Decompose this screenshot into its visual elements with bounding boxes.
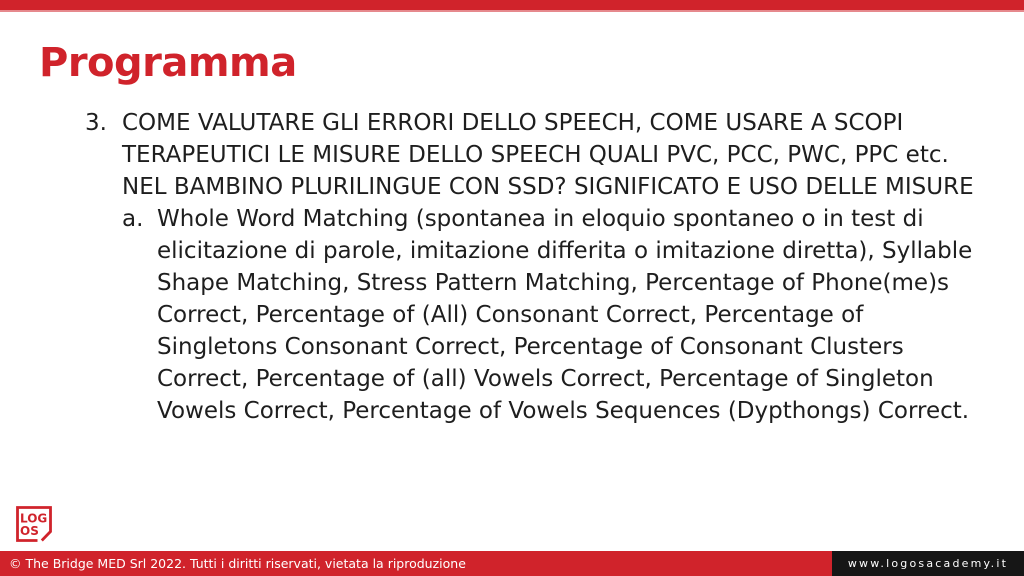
logo-text-line1: LOG [20,511,48,526]
sub-item-marker: a. [122,206,144,232]
sub-item-a [122,203,977,427]
website-bar [832,551,1024,576]
page-title: Programma [39,40,297,86]
copyright-text: © The Bridge MED Srl 2022. Tutti i diritti riservati, vietata la riproduzione [9,556,466,571]
item-number: 3. [85,110,107,136]
logo-text-line2: OS [20,524,39,538]
footer-bar [0,551,832,576]
website-text: www.logosacademy.it [847,557,1009,570]
logos-logo [16,506,52,542]
slide-content [85,107,977,427]
item-body [122,107,977,427]
item-text: COME VALUTARE GLI ERRORI DELLO SPEECH, COME USARE A SCOPI TERAPEUTICI LE MISURE DELLO SPEECH QUALI PVC, PCC, PWC, PPC etc. NEL BAMBINO PLURILINGUE CON SSD? SIGNIFICATO E USO DELLE MISURE [122,110,974,200]
numbered-item-3 [85,107,977,427]
top-accent-bar [0,0,1024,12]
sub-item-text: Whole Word Matching (spontanea in eloquio spontaneo o in test di elicitazione di parole, imitazione differita o imitazione diretta), Syllable Shape Matching, Stress Pattern Matching, Percentage of Phone(me)s Correct, Percentage of (All) Consonant Correct, Percentage of Singletons Consonant Correct, Percentage of Consonant Clusters Correct, Percentage of (all) Vowels Correct, Percentage of Singleton Vowels Correct, Percentage of Vowels Sequences (Dypthongs) Correct. [157,206,973,424]
